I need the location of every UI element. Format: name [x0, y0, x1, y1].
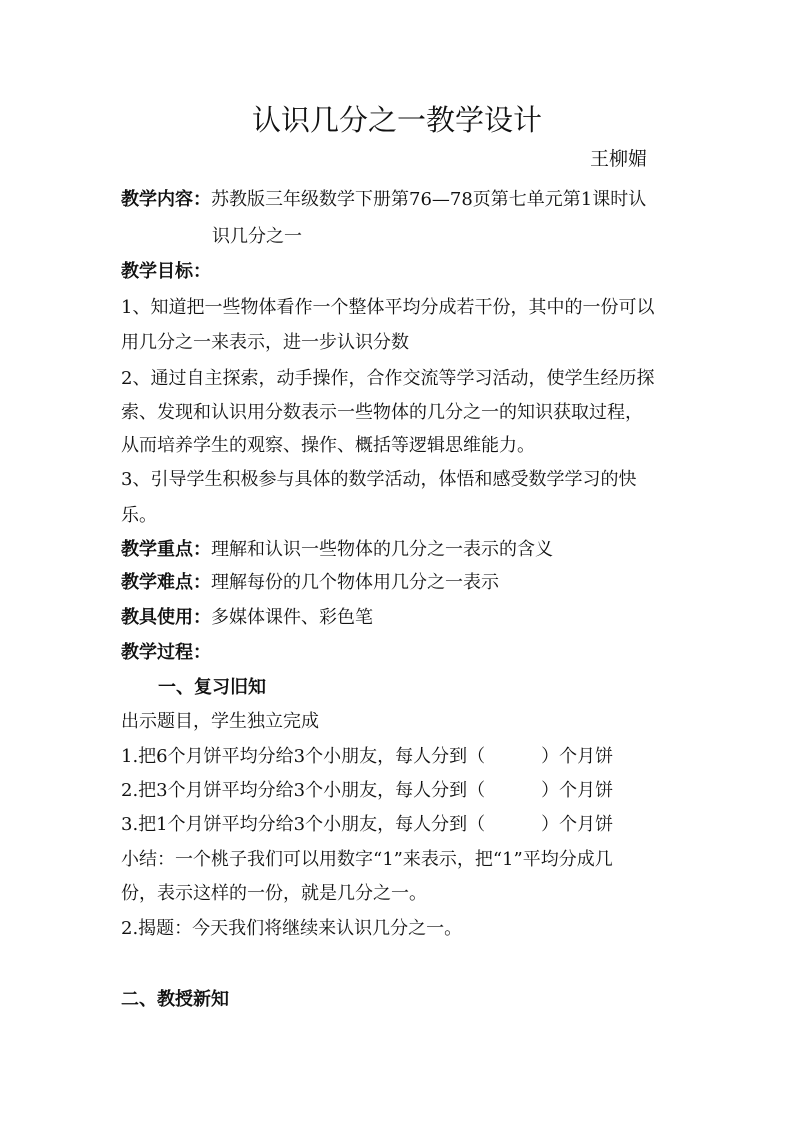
- section-heading-2: 二、教授新知: [121, 989, 229, 1010]
- question-text: 2.把3个月饼平均分给3个小朋友，每人分到（: [121, 780, 486, 801]
- difficulty-label: 教学难点：: [121, 572, 211, 593]
- goal-line: 2、通过自主探索，动手操作，合作交流等学习活动，使学生经历探: [121, 368, 655, 389]
- tools-text: 多媒体课件、彩色笔: [211, 607, 373, 628]
- content-text: 苏教版三年级数学下册第76—78页第七单元第1课时认: [211, 189, 647, 210]
- author-name: 王柳媚: [590, 148, 648, 170]
- content-line-2: 识几分之一: [212, 226, 302, 247]
- question-end: ）个月饼: [541, 746, 614, 767]
- section-heading-1: 一、复习旧知: [158, 677, 266, 698]
- tools-label: 教具使用：: [121, 607, 211, 628]
- question-text: 1.把6个月饼平均分给3个小朋友，每人分到（: [121, 746, 486, 767]
- process-label: 教学过程：: [121, 642, 211, 663]
- key-point-label: 教学重点：: [121, 539, 211, 560]
- goal-line: 3、引导学生积极参与具体的数学活动，体悟和感受数学学习的快: [121, 469, 637, 490]
- reveal-line: 2.揭题：今天我们将继续来认识几分之一。: [121, 918, 463, 939]
- question-line: [121, 814, 613, 836]
- question-line: [121, 780, 613, 802]
- difficulty-text: 理解每份的几个物体用几分之一表示: [211, 572, 499, 593]
- goal-line: 索、发现和认识用分数表示一些物体的几分之一的知识获取过程，: [121, 402, 643, 423]
- goal-line: 从而培养学生的观察、操作、概括等逻辑思维能力。: [121, 435, 535, 456]
- key-point-line: [121, 539, 553, 561]
- question-text: 3.把1个月饼平均分给3个小朋友，每人分到（: [121, 814, 486, 835]
- content-line: [121, 189, 646, 211]
- summary-line: 份，表示这样的一份，就是几分之一。: [121, 883, 427, 904]
- summary-line: 小结：一个桃子我们可以用数字“1”来表示，把“1”平均分成几: [121, 849, 613, 870]
- difficulty-line: [121, 572, 499, 594]
- tools-line: [121, 607, 373, 629]
- goal-line: 1、知道把一些物体看作一个整体平均分成若干份，其中的一份可以: [121, 297, 655, 318]
- document-title: 认识几分之一教学设计: [251, 103, 542, 137]
- question-line: [121, 746, 613, 768]
- key-point-text: 理解和认识一些物体的几分之一表示的含义: [211, 539, 553, 560]
- intro-line: 出示题目，学生独立完成: [121, 711, 319, 732]
- question-end: ）个月饼: [541, 814, 614, 835]
- goal-line: 用几分之一来表示，进一步认识分数: [121, 332, 409, 353]
- goals-label: 教学目标：: [121, 261, 211, 282]
- content-label: 教学内容：: [121, 189, 211, 210]
- goal-line: 乐。: [121, 505, 157, 526]
- question-end: ）个月饼: [541, 780, 614, 801]
